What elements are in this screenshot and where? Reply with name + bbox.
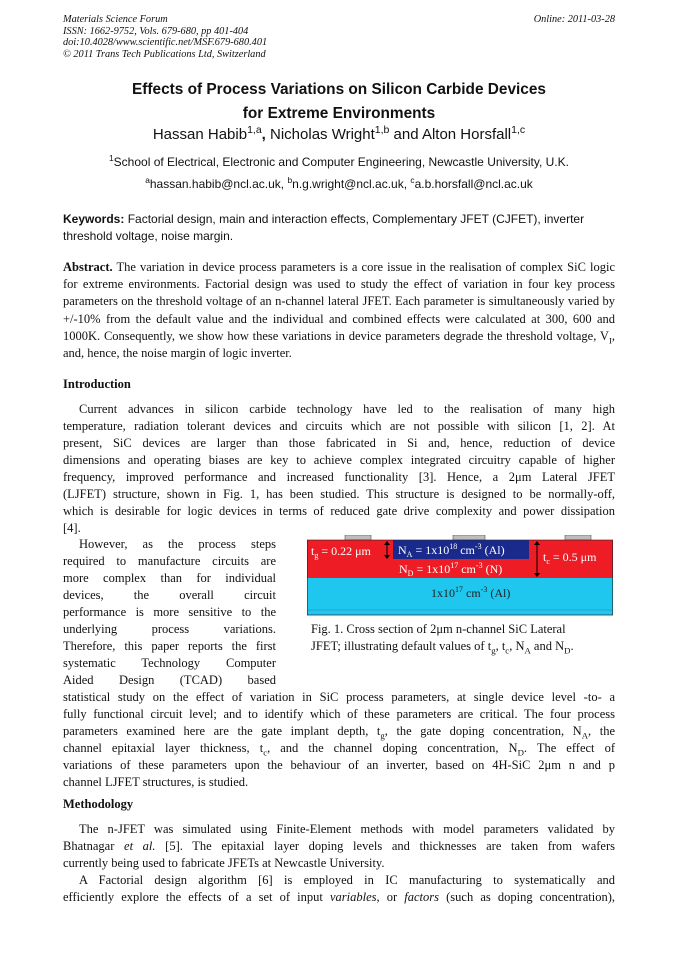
text-line: [4]. xyxy=(63,521,81,535)
author-2-sup: 1,b xyxy=(374,124,390,136)
text-line: Aided Design (TCAD) based xyxy=(63,673,276,687)
text-line: devices, the overall circuit xyxy=(63,588,276,602)
affiliation-sup: 1 xyxy=(109,153,114,163)
text-line: statistical study on the effect of variation in SiC process parameters, at single device level -to- a xyxy=(63,690,615,704)
text-sub: A xyxy=(581,730,589,741)
text-sub: D xyxy=(517,747,524,758)
intro-paragraph-2-full xyxy=(63,689,615,791)
keywords-label: Keywords: xyxy=(63,212,125,226)
abstract-sub: I xyxy=(608,335,612,346)
text-line: present, SiC devices are larger than those fabricated in Si and, hence, reduction of device xyxy=(63,436,615,450)
text-line: more complex than for individual xyxy=(63,571,276,585)
contact-pad-left xyxy=(345,535,371,540)
text-line: (LJFET) structure, shown in Fig. 1, has been studied. This structure is designed to be normally-off, xyxy=(63,487,615,501)
abstract xyxy=(63,259,615,362)
email-c-sup: c xyxy=(410,175,415,185)
text-run: , and the channel doping concentration, N xyxy=(267,741,518,755)
text-run: , or xyxy=(376,890,405,904)
figure-1-cross-section xyxy=(307,535,613,617)
section-heading-methodology: Methodology xyxy=(63,797,134,811)
abstract-label: Abstract. xyxy=(63,260,113,274)
text-line: temperature, radiation tolerant devices and circuits which are not possible with silicon [1, 2]. At xyxy=(63,419,615,433)
caption-line-1: Fig. 1. Cross section of 2μm n-channel SiC Lateral xyxy=(311,622,566,636)
text-sub: c xyxy=(263,747,268,758)
text-line xyxy=(63,723,615,740)
caption-run: , t xyxy=(495,639,506,653)
text-line: channel LJFET structures, is studied. xyxy=(63,775,249,789)
text-line xyxy=(63,889,615,906)
author-list xyxy=(40,125,638,145)
author-sep-1: , xyxy=(261,126,271,143)
text-line: required to manufacture circuits are xyxy=(63,554,276,568)
abstract-text: The variation in device process parameters is a core issue in the realisation of complex SiC logic for extreme environments. Factorial design was used to study the effect of variation in four key process parameters on the threshold voltage of an n-channel lateral JFET. Each parameter is simultaneously varied by +/-10% from the default value and the individual and combined effects were calculated at 300, 600 and 1000K. Consequently, we show how these variations in device parameters degrade the threshold voltage, V xyxy=(63,260,615,343)
text-italic: variables xyxy=(329,890,377,904)
caption-sub: c xyxy=(505,645,510,656)
caption-line-2 xyxy=(311,638,617,655)
caption-sub: A xyxy=(524,645,531,656)
journal-header xyxy=(63,14,443,60)
email-a-sup: a xyxy=(145,175,150,185)
abstract-end: , and, hence, the noise margin of logic inverter. xyxy=(63,328,615,361)
email-c[interactable]: a.b.horsfall@ncl.ac.uk xyxy=(414,177,533,191)
na-label: $N_A = 1x10^{18}$ $cm^{-3}$ (Al) xyxy=(398,542,505,559)
author-2: Nicholas Wright xyxy=(270,126,375,143)
text-run: channel epitaxial layer thickness, t xyxy=(63,741,264,755)
intro-paragraph-1 xyxy=(63,401,615,537)
text-italic: factors xyxy=(404,890,440,904)
text-line xyxy=(63,838,615,855)
text-line xyxy=(63,740,615,757)
text-line: However, as the process steps xyxy=(79,537,276,551)
text-line: underlying process variations. xyxy=(63,622,276,636)
text-line: variations of these parameters upon the behaviour of an inverter, based on 4H-SiC 2μm n and p xyxy=(63,758,615,772)
online-date: Online: 2011-03-28 xyxy=(533,14,615,25)
substrate-label: $1x10^{17}$ $cm^{-3}$ (Al) xyxy=(431,585,511,600)
text-run: efficiently explore the effects of a set of input xyxy=(63,890,330,904)
substrate-bottom-band xyxy=(307,610,613,615)
text-run: parameters examined here are the gate implant depth, t xyxy=(63,724,381,738)
text-line: Current advances in silicon carbide technology have led to the realisation of many high xyxy=(79,402,615,416)
affiliation xyxy=(40,155,638,169)
text-run: , the gate doping concentration, N xyxy=(384,724,582,738)
keywords xyxy=(63,211,615,245)
contact-pad-right xyxy=(565,535,591,540)
text-run: Bhatnagar xyxy=(63,839,125,853)
affiliation-text: School of Electrical, Electronic and Computer Engineering, Newcastle University, U.K. xyxy=(113,155,569,169)
email-list xyxy=(40,177,638,191)
author-1-sup: 1,a xyxy=(247,124,262,136)
text-sub: g xyxy=(380,730,385,741)
email-b-sup: b xyxy=(287,175,293,185)
tg-label: $t_g = 0.22$ μm xyxy=(311,544,371,560)
author-sep-2: and xyxy=(389,126,422,143)
text-run: (such as doping concentration), xyxy=(439,890,615,904)
text-line: A Factorial design algorithm [6] is employed in IC manufacturing to systematically and xyxy=(79,873,615,887)
contact-pad-center xyxy=(453,535,485,540)
text-run: . The effect of xyxy=(523,741,615,755)
caption-run: , N xyxy=(509,639,525,653)
text-line: dimensions and operating biases are key to achieve complex integrated circuitry capable of higher xyxy=(63,453,615,467)
caption-sub: g xyxy=(491,645,496,656)
caption-run: JFET; illustrating default values of t xyxy=(311,639,492,653)
doi: doi:10.4028/www.scientific.net/MSF.679-680.401 xyxy=(63,37,268,49)
intro-paragraph-2-wrapped xyxy=(63,536,276,689)
text-line: systematic Technology Computer xyxy=(63,656,276,670)
text-line: Therefore, this paper reports the first xyxy=(63,639,276,653)
text-italic: et al. xyxy=(124,839,156,853)
author-1: Hassan Habib xyxy=(152,126,248,143)
caption-sub: D xyxy=(564,645,571,656)
text-line: frequency, improved performance and increased functionality [3]. Hence, a 2μm Lateral JFET xyxy=(63,470,615,484)
email-b[interactable]: n.g.wright@ncl.ac.uk, xyxy=(292,177,411,191)
methodology-paragraph-1 xyxy=(63,821,615,906)
text-line: The n-JFET was simulated using Finite-Element methods with model parameters validated by xyxy=(79,822,615,836)
text-run: , the xyxy=(588,724,615,738)
text-run: [5]. The epitaxial layer doping levels and thicknesses are taken from wafers xyxy=(155,839,615,853)
substrate-layer xyxy=(307,578,613,610)
email-a[interactable]: hassan.habib@ncl.ac.uk, xyxy=(149,177,288,191)
text-line: performance is more sensitive to the xyxy=(63,605,276,619)
issn: ISSN: 1662-9752, Vols. 679-680, pp 401-404 xyxy=(63,25,249,37)
text-line: currently being used to fabricate JFETs at Newcastle University. xyxy=(63,856,385,870)
author-3-sup: 1,c xyxy=(511,124,526,136)
paper-title-line-2: for Extreme Environments xyxy=(242,105,436,122)
section-heading-introduction: Introduction xyxy=(63,377,131,391)
figure-1-caption xyxy=(311,621,617,655)
nd-label: $N_D = 1x10^{17}$ $cm^{-3}$ (N) xyxy=(399,561,503,578)
paper-title-line-1: Effects of Process Variations on Silicon Carbide Devices xyxy=(132,81,546,98)
text-line: fully functional circuit level; and to identify which of these parameters are critical. The four process xyxy=(63,707,615,721)
tc-label: $t_c = 0.5$ μm xyxy=(543,550,597,566)
text-line: which is desirable for logic devices in terms of reduced gate drive complexity and power dissipation xyxy=(63,504,615,518)
caption-run: . xyxy=(570,639,574,653)
journal-name: Materials Science Forum xyxy=(63,14,168,25)
copyright: © 2011 Trans Tech Publications Ltd, Switzerland xyxy=(63,48,266,60)
author-3: Alton Horsfall xyxy=(421,126,512,143)
keywords-text: Factorial design, main and interaction effects, Complementary JFET (CJFET), inverter threshold voltage, noise margin. xyxy=(63,212,585,243)
caption-run: and N xyxy=(530,639,565,653)
